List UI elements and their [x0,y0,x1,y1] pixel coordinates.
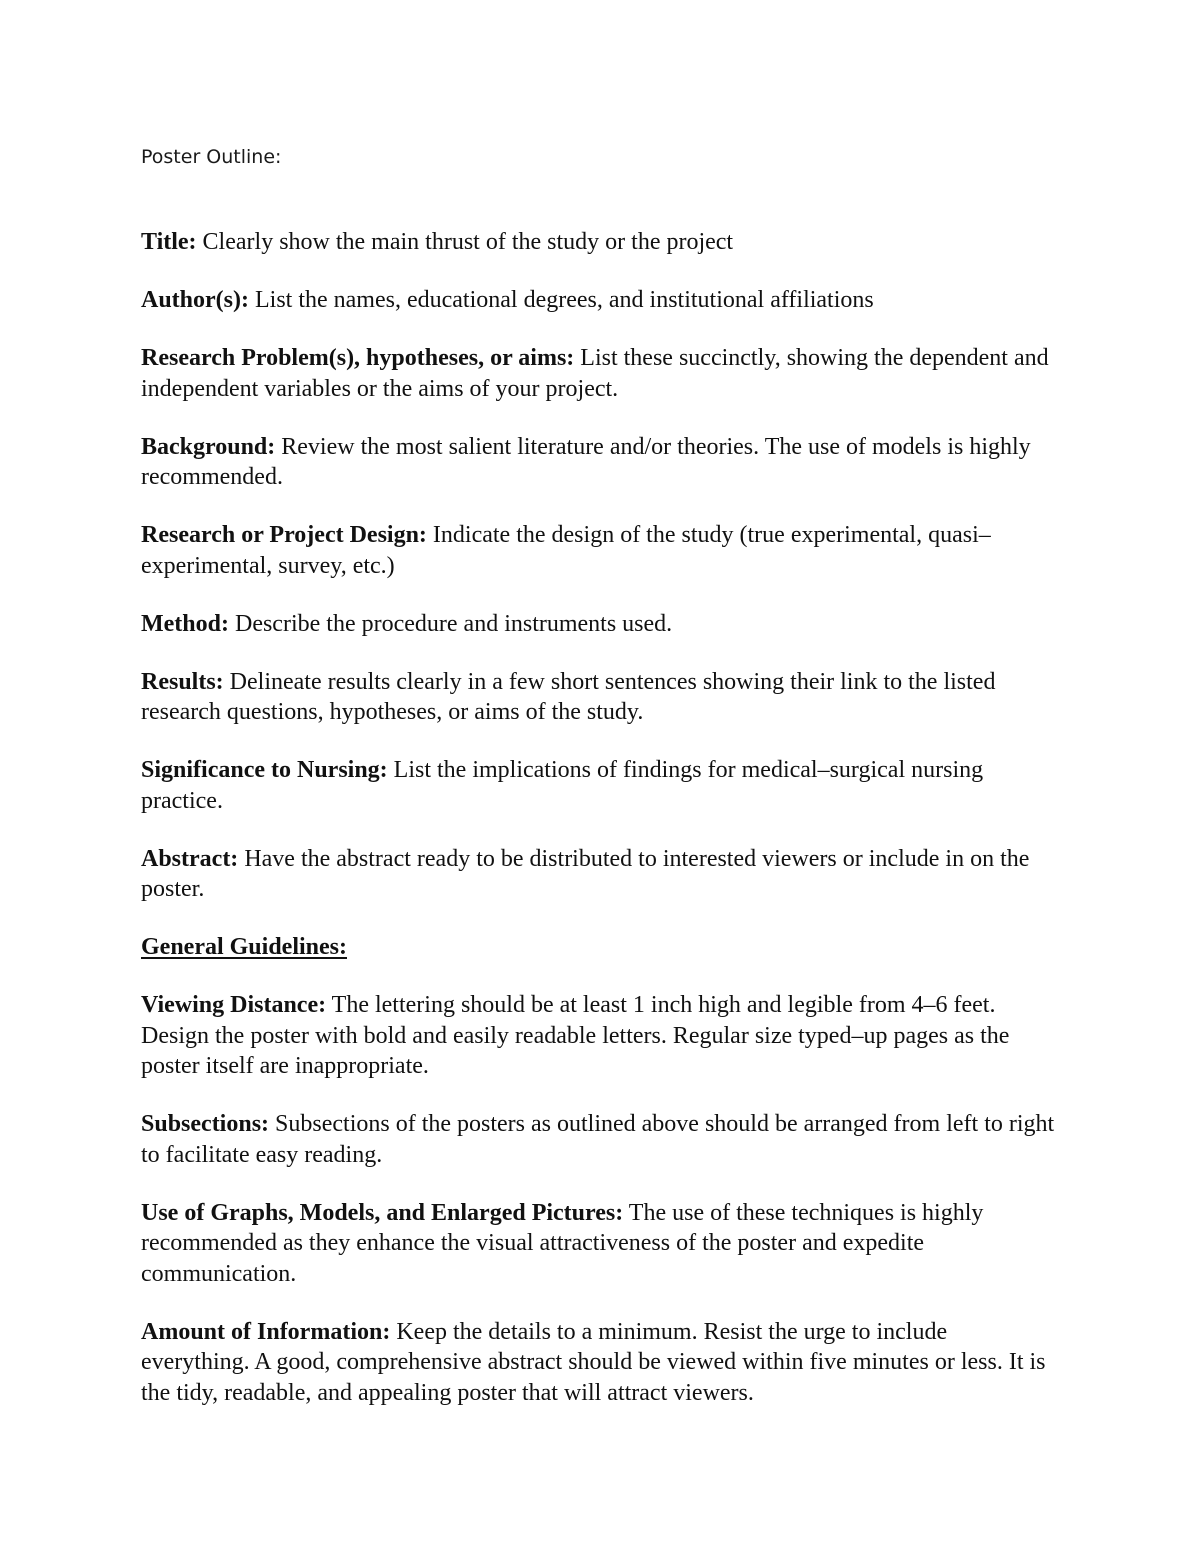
item-text: Clearly show the main thrust of the study or the project [196,229,734,255]
outline-item-significance [141,755,1056,816]
item-label: Abstract: [141,845,239,872]
item-text: Have the abstract ready to be distributed to interested viewers or include in on the poster. [141,845,1030,902]
item-label: Results: [141,668,224,695]
item-text: List the implications of findings for medical–surgical nursing practice. [141,757,984,814]
guideline-viewing-distance [141,990,1056,1082]
outline-item-title [141,227,1056,258]
item-label: Title: [141,229,197,255]
item-label: Viewing Distance: [141,992,327,1018]
outline-item-abstract [141,844,1056,905]
document-body [141,227,1056,1436]
item-label: Method: [141,610,229,637]
item-text: The lettering should be at least 1 inch high and legible from 4–6 feet. Design the poster with bold and easily readable letters. Regular size typed–up pages as the poster itself are inappropriate. [141,992,1010,1079]
page-heading: Poster Outline: [141,146,282,168]
item-label: Background: [141,433,276,460]
guideline-graphs-models [141,1198,1056,1290]
outline-item-authors [141,285,1056,316]
item-label: Use of Graphs, Models, and Enlarged Pictures: [141,1199,624,1226]
outline-item-background [141,432,1056,493]
outline-item-method [141,609,1056,640]
item-label: Significance to Nursing: [141,757,388,783]
item-label: Research Problem(s), hypotheses, or aims: [141,345,575,371]
item-label: Subsections: [141,1111,270,1137]
item-text: Describe the procedure and instruments used. [228,610,673,637]
item-text: Review the most salient literature and/or theories. The use of models is highly recommended. [141,433,1031,490]
item-text: Indicate the design of the study (true experimental, quasi– experimental, survey, etc.) [141,522,991,579]
item-label: Research or Project Design: [141,522,427,548]
item-label: Author(s): [141,287,249,313]
item-text: Subsections of the posters as outlined above should be arranged from left to right to facilitate easy reading. [141,1111,1055,1168]
guideline-amount-of-information [141,1317,1056,1409]
outline-item-design [141,520,1056,581]
guidelines-heading: General Guidelines: [141,934,347,960]
item-text: Keep the details to a minimum. Resist the urge to include everything. A good, comprehensive abstract should be viewed within five minutes or less. It is the tidy, readable, and appealing poster that will attract viewers. [141,1318,1046,1406]
item-text: Delineate results clearly in a few short sentences showing their link to the listed research questions, hypotheses, or aims of the study. [141,668,996,725]
item-text: List these succinctly, showing the dependent and independent variables or the aims of your project. [141,345,1049,402]
item-text: The use of these techniques is highly recommended as they enhance the visual attractiveness of the poster and expedite communication. [141,1199,984,1287]
guideline-subsections [141,1109,1056,1170]
item-text: List the names, educational degrees, and institutional affiliations [249,287,874,313]
outline-item-research-problem [141,343,1056,404]
outline-item-results [141,667,1056,728]
item-label: Amount of Information: [141,1318,391,1345]
